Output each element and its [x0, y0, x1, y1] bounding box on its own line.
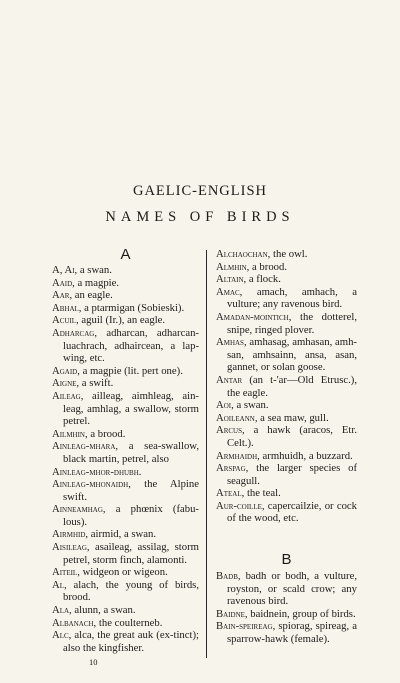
entry-definition: a sea maw, gull. [257, 411, 329, 424]
entry-headword: Badb, [216, 570, 241, 583]
entry-definition: badh or bodh, a vulture, royston, or scald crow; any ravenous bird. [227, 570, 357, 608]
entry-headword: Baidne, [216, 607, 248, 620]
entry-definition: a sea-swallow, black martin, petrel, also [63, 440, 199, 465]
entry-definition: a flock. [246, 273, 281, 286]
entry-definition: a brood. [249, 260, 288, 273]
dictionary-entry [216, 273, 357, 286]
entry-headword: Ala, [52, 604, 72, 617]
entry-definition: aguil (Ir.), an eagle. [78, 314, 166, 327]
entry-headword: Abhal, [52, 301, 82, 314]
dictionary-entry [216, 374, 357, 399]
dictionary-entry [52, 629, 199, 654]
entry-definition: a phœnix (fabu-lous). [63, 503, 199, 528]
entry-definition: a swan. [77, 264, 112, 276]
entry-headword: Armhaidh, [216, 449, 260, 462]
entry-definition: alach, the young of birds, brood. [63, 578, 199, 604]
dictionary-entry [216, 570, 357, 608]
entry-headword: Amac, [216, 285, 243, 298]
entry-definition: the teal. [244, 487, 281, 500]
entry-definition: the Alpine swift. [63, 478, 199, 503]
entry-headword: Adharcag, [52, 326, 98, 339]
dictionary-entry [52, 440, 199, 465]
entry-definition: the owl. [270, 248, 308, 260]
left-column [52, 245, 199, 654]
dictionary-entry [216, 450, 357, 463]
entry-definition: a magpie (lit. pert one). [79, 364, 183, 377]
entry-definition: a swan. [233, 399, 269, 412]
dictionary-entry [52, 617, 199, 630]
entry-headword: Almhin, [216, 260, 250, 273]
column-divider [206, 250, 207, 658]
entry-headword: Ateal, [216, 487, 245, 500]
entry-headword: Agaid, [52, 364, 80, 377]
entry-headword: Bain-speireag, [216, 620, 276, 633]
dictionary-entry [52, 277, 199, 290]
dictionary-entry [52, 428, 199, 441]
entry-definition: amach, amhach, a vulture; any ravenous bird. [227, 285, 357, 311]
entry-headword: Aiteil, [52, 566, 80, 579]
entry-definition: a swift. [79, 377, 114, 390]
entry-headword: Albanach, [52, 616, 97, 629]
entry-definition: capercailzie, or cock of the wood, etc. [227, 499, 357, 525]
entry-definition: the larger species of seagull. [227, 462, 357, 487]
dictionary-entry [216, 462, 357, 487]
right-entries-a [216, 248, 357, 525]
entry-definition: ailleag, aimhleag, ain-leag, amhlag, a swallow, storm petrel. [63, 389, 199, 428]
entry-headword: Amadan-mointich, [216, 310, 292, 323]
entry-definition: airmid, a swan. [88, 528, 157, 541]
entry-headword: Aisileag, [52, 541, 90, 554]
dictionary-entry [52, 528, 199, 541]
dictionary-entry [216, 399, 357, 412]
entry-definition: a ptarmigan (Sobieski). [81, 301, 185, 314]
entry-definition: a magpie. [74, 276, 120, 289]
entry-headword: Airmhid, [52, 528, 89, 541]
dictionary-entry [52, 264, 199, 277]
entry-definition: widgeon or wigeon. [79, 566, 168, 579]
section-letter-a: A [120, 246, 131, 263]
dictionary-entry [52, 566, 199, 579]
entry-headword: Antar [216, 373, 243, 386]
left-entries [52, 264, 199, 654]
entry-headword: Aoi, [216, 399, 234, 412]
entry-definition: adharcan, adharcan-luachrach, adhaircean, a lap-wing, etc. [63, 326, 199, 365]
dictionary-entry [216, 248, 357, 261]
dictionary-entry [216, 261, 357, 274]
entry-headword: Ailmhin, [52, 427, 88, 440]
entry-headword: Alchaochan, [216, 248, 271, 260]
entry-headword: Aoileann, [216, 411, 258, 424]
dictionary-entry [52, 327, 199, 365]
entry-definition: an eagle. [72, 289, 113, 302]
dictionary-entry [52, 390, 199, 428]
dictionary-entry [216, 424, 357, 449]
entry-headword: Aaid, [52, 276, 75, 289]
dictionary-entry [52, 579, 199, 604]
right-column [216, 248, 357, 646]
entry-definition: alca, the great auk (ex-tinct); also the kingfisher. [63, 629, 199, 654]
entry-headword: Ainleag-mhonaidh, [52, 478, 131, 491]
right-entries-b [216, 570, 357, 646]
dictionary-entry [52, 604, 199, 617]
entry-definition: spiorag, spireag, a sparrow-hawk (female). [227, 620, 357, 646]
dictionary-entry [216, 412, 357, 425]
dictionary-entry [216, 311, 357, 336]
section-letter-b: B [281, 551, 292, 569]
dictionary-entry [52, 314, 199, 327]
entry-headword: Amhas, [216, 336, 247, 349]
entry-definition: asaileag, assilag, storm petrel, storm finch, alamonti. [63, 541, 199, 566]
entry-definition: (an t-'ar—Old Etrusc.), the eagle. [227, 373, 357, 399]
dictionary-entry [52, 478, 199, 503]
dictionary-entry [216, 336, 357, 374]
entry-headword: Acuil, [52, 314, 79, 327]
page-number: 10 [89, 657, 98, 667]
entry-definition: a hawk (aracos, Etr. Celt.). [227, 424, 357, 449]
entry-headword: Ainleag-mhara, [52, 440, 119, 453]
entry-headword: Altain, [216, 273, 247, 286]
dictionary-entry [52, 365, 199, 378]
dictionary-entry [52, 302, 199, 315]
entry-headword: Ainleag-mhor-dhubh. [52, 465, 142, 478]
entry-definition: armhuidh, a buzzard. [259, 449, 353, 462]
dictionary-entry [216, 608, 357, 621]
entry-headword: Aileag, [52, 389, 84, 402]
entry-headword: Aur-coille, [216, 499, 265, 512]
entry-headword: Arcus, [216, 424, 245, 437]
dictionary-entry [216, 487, 357, 500]
dictionary-entry [216, 286, 357, 311]
entry-definition: alunn, a swan. [71, 604, 136, 617]
entry-headword: Alc, [52, 629, 72, 642]
entry-headword: Arspag, [216, 462, 249, 475]
dictionary-entry [52, 466, 199, 479]
entry-definition: the dotterel, snipe, ringed plover. [227, 310, 357, 336]
dictionary-entry [52, 289, 199, 302]
entry-headword: Al, [52, 578, 67, 591]
dictionary-entry [52, 377, 199, 390]
title-line-2: NAMES OF BIRDS [105, 209, 295, 225]
entry-definition: baidnein, group of birds. [247, 607, 356, 620]
entry-definition: a brood. [87, 427, 126, 440]
entry-headword: Aigne, [52, 377, 80, 390]
title-line-1: GAELIC-ENGLISH [132, 183, 267, 199]
entry-headword: Ainneamhag, [52, 503, 106, 516]
entry-definition: the coulterneb. [96, 616, 163, 629]
dictionary-entry [52, 541, 199, 566]
entry-definition: amhasag, amhasan, amh-san, amhsainn, ansa, asan, gannet, or solan goose. [227, 336, 357, 374]
entry-headword: Aar, [52, 289, 73, 302]
dictionary-entry [52, 503, 199, 528]
dictionary-entry [216, 620, 357, 645]
entry-headword: A, Ai, [52, 264, 78, 276]
dictionary-entry [216, 500, 357, 525]
